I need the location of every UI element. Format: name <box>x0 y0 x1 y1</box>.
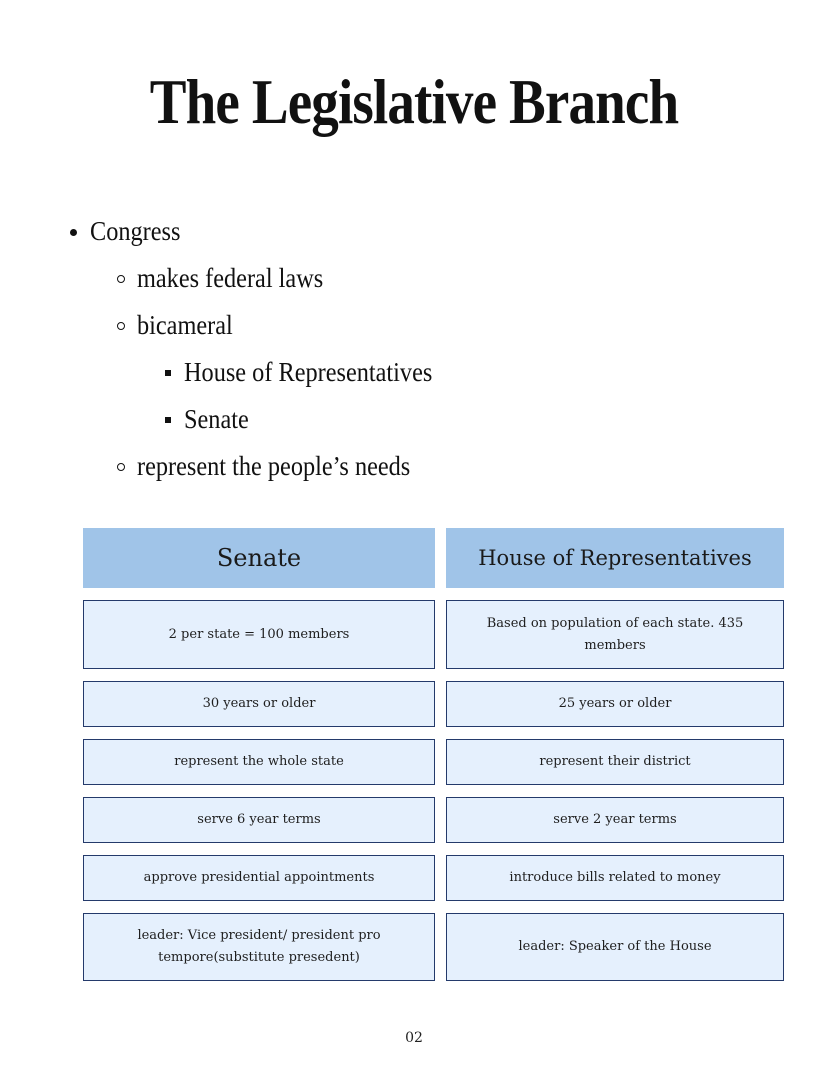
senate-cell-age: 30 years or older <box>83 681 435 727</box>
house-cell-duty: introduce bills related to money <box>446 855 784 901</box>
list-item-congress: Congress <box>66 208 460 255</box>
bullet-circle-icon <box>117 463 125 471</box>
house-cell-age: 25 years or older <box>446 681 784 727</box>
bullet-disc-icon <box>70 229 77 236</box>
list-item-represent: represent the people’s needs <box>66 443 460 490</box>
senate-cell-represent: represent the whole state <box>83 739 435 785</box>
house-cell-leader: leader: Speaker of the House <box>446 913 784 981</box>
senate-cell-leader: leader: Vice president/ president pro tempore(substitute presedent) <box>83 913 435 981</box>
outline-list <box>66 208 460 490</box>
bullet-square-icon <box>165 370 171 376</box>
list-item-bicameral: bicameral <box>66 302 460 349</box>
list-item-senate: Senate <box>66 396 460 443</box>
list-item-makes-laws: makes federal laws <box>66 255 460 302</box>
list-item-house: House of Representatives <box>66 349 460 396</box>
senate-cell-duty: approve presidential appointments <box>83 855 435 901</box>
bullet-circle-icon <box>117 322 125 330</box>
senate-cell-members: 2 per state = 100 members <box>83 600 435 669</box>
house-cell-represent: represent their district <box>446 739 784 785</box>
page-number: 02 <box>405 1030 423 1046</box>
house-cell-members: Based on population of each state. 435 members <box>446 600 784 669</box>
bullet-square-icon <box>165 417 171 423</box>
page-title: The Legislative Branch <box>149 66 679 137</box>
house-header: House of Representatives <box>446 528 784 588</box>
senate-cell-terms: serve 6 year terms <box>83 797 435 843</box>
house-cell-terms: serve 2 year terms <box>446 797 784 843</box>
bullet-circle-icon <box>117 275 125 283</box>
senate-header: Senate <box>83 528 435 588</box>
